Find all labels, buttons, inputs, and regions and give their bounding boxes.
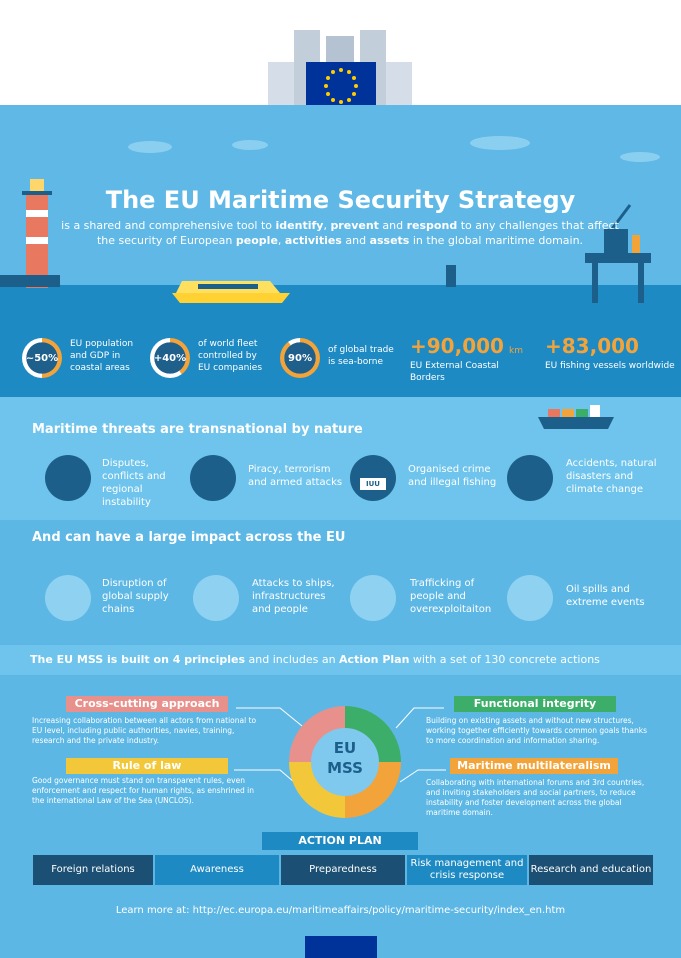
threat-item: Organised crime and illegal fishing	[408, 464, 497, 488]
action-plan-title: ACTION PLAN	[262, 832, 418, 850]
principle-label-cross-cutting: Cross-cutting approach	[66, 696, 228, 712]
oil-spill-bird-icon	[507, 575, 553, 621]
sub-keyword: identify	[275, 219, 324, 232]
stat-text-fleet: of world fleet controlled by EU companies	[198, 339, 263, 373]
trafficking-boat-icon	[350, 575, 396, 621]
stat-big-coastal: +90,000	[410, 334, 504, 358]
threat-item: Piracy, terrorism and armed attacks	[248, 464, 343, 488]
stat-coastal	[410, 334, 523, 358]
main-title: The EU Maritime Security Strategy	[105, 186, 576, 214]
footer-link[interactable]: http://ec.europa.eu/maritimeaffairs/policy/maritime-security/index_en.htm	[192, 905, 566, 916]
principle-text: Good governance must stand on transparent rules, even enforcement and respect for human rights, as enshrined in the international Law of the Sea (UNCLOS).	[32, 776, 254, 805]
impact-item: Trafficking of people and overexploitaiton	[410, 578, 492, 615]
piracy-flag-icon	[190, 455, 236, 501]
principle-text: Collaborating with international forums and 3rd countries, and inviting stakeholders and social partners, to reduce instability and foster development across the global maritime domain.	[426, 778, 645, 817]
stat-ring-trade: 90%	[280, 338, 320, 378]
stat-ring-population: ~50%	[22, 338, 62, 378]
impact-item: Disruption of global supply chains	[102, 578, 169, 615]
sub-text: and	[378, 219, 407, 232]
principle-label-functional: Functional integrity	[454, 696, 616, 712]
iuu-sign: IUU	[360, 478, 386, 490]
subtitle	[60, 218, 620, 248]
impact-heading: And can have a large impact across the EU	[32, 530, 346, 545]
threat-item: Accidents, natural disasters and climate change	[566, 458, 657, 495]
sub-text: is a shared and comprehensive tool to	[61, 219, 276, 232]
principle-text: Increasing collaboration between all actors from national to EU level, including public authorities, navies, training, research and the private industry.	[32, 716, 257, 745]
impact-item: Oil spills and extreme events	[566, 584, 645, 608]
action-cell-awareness: Awareness	[155, 855, 279, 885]
threats-heading: Maritime threats are transnational by nature	[32, 422, 363, 437]
sub-keyword: people	[235, 234, 278, 247]
stat-text-trade: of global trade is sea-borne	[328, 345, 394, 367]
sub-text: ,	[277, 234, 285, 247]
conflict-icon	[45, 455, 91, 501]
cloud-decor	[0, 105, 681, 165]
disaster-ship-icon	[507, 455, 553, 501]
attack-icon	[193, 575, 239, 621]
banner-bold: The EU MSS is built on 4 principles	[30, 653, 246, 666]
principle-label-multilateralism: Maritime multilateralism	[450, 758, 618, 774]
action-cell-risk-management: Risk management and crisis response	[407, 855, 527, 885]
stat-text-population: EU population and GDP in coastal areas	[70, 339, 134, 373]
cargo-ship-icon	[538, 405, 614, 435]
sub-text: in the global maritime domain.	[409, 234, 584, 247]
sub-keyword: assets	[369, 234, 410, 247]
stat-text-fishing: EU fishing vessels worldwide	[545, 361, 675, 371]
stat-unit: km	[509, 346, 524, 356]
action-cell-research: Research and education	[529, 855, 653, 885]
action-cell-preparedness: Preparedness	[281, 855, 405, 885]
banner-text: with a set of 130 concrete actions	[409, 653, 600, 666]
sub-text: ,	[323, 219, 331, 232]
stat-text-coastal: EU External Coastal Borders	[410, 361, 499, 383]
center-line1: EU	[333, 739, 357, 757]
principle-label-rule-of-law: Rule of law	[66, 758, 228, 774]
threat-item: Disputes, conflicts and regional instability	[102, 458, 166, 508]
eu-mss-center	[315, 738, 375, 778]
impact-item: Attacks to ships, infrastructures and people	[252, 578, 335, 615]
stat-big-fishing: +83,000	[545, 334, 639, 358]
sub-text: to any challenges that affect the security of European	[96, 219, 619, 247]
banner-text: and includes an	[245, 653, 340, 666]
footer	[0, 905, 681, 916]
bottom-flag-strip	[305, 936, 377, 958]
action-cell-foreign-relations: Foreign relations	[33, 855, 153, 885]
sub-keyword: respond	[406, 219, 458, 232]
sub-keyword: prevent	[330, 219, 379, 232]
principle-text: Building on existing assets and without new structures, working together efficiently towards common goals thanks to more coordination and information sharing.	[426, 716, 648, 745]
banner-bold: Action Plan	[339, 653, 410, 666]
footer-label: Learn more at:	[115, 905, 190, 916]
stat-ring-fleet: +40%	[150, 338, 190, 378]
principles-banner	[30, 653, 670, 666]
supply-chain-icon	[45, 575, 91, 621]
sub-keyword: activities	[284, 234, 342, 247]
sub-text: and	[341, 234, 370, 247]
center-line2: MSS	[327, 759, 363, 777]
